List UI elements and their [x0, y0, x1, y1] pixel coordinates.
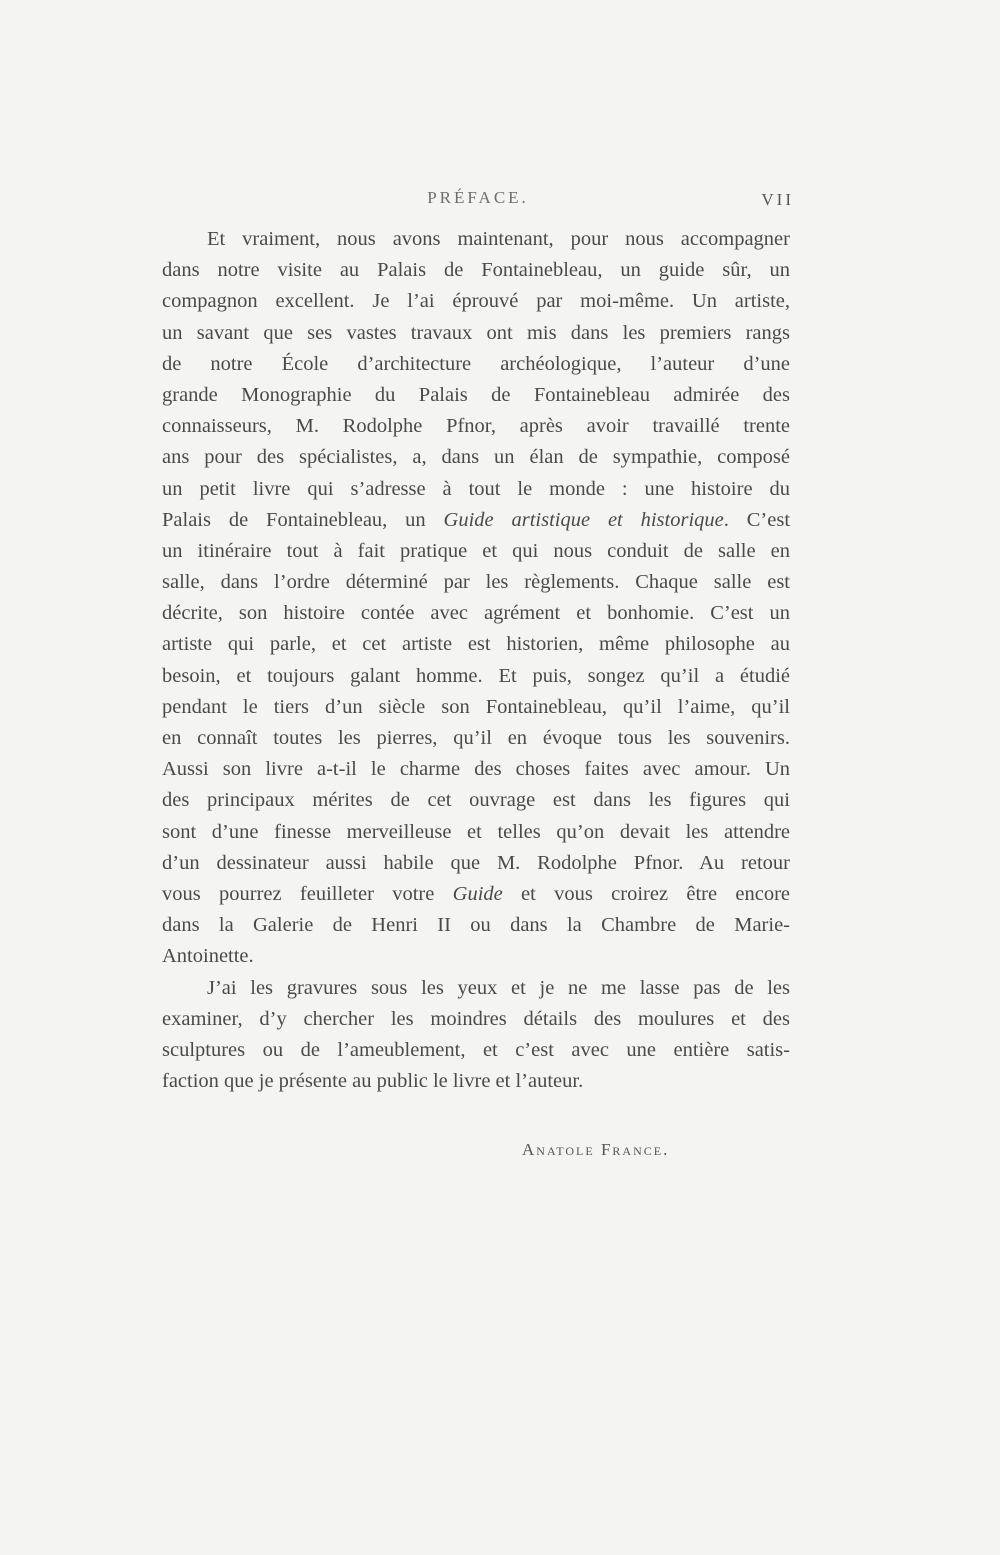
- text-line: un petit livre qui s’adresse à tout le monde : une histoire du: [162, 477, 790, 500]
- text-line: de notre École d’architecture archéologique, l’auteur d’une: [162, 352, 790, 375]
- text-line: faction que je présente au public le livre et l’auteur.: [162, 1070, 584, 1093]
- text-line: dans notre visite au Palais de Fontainebleau, un guide sûr, un: [162, 259, 790, 282]
- text-line: artiste qui parle, et cet artiste est historien, même philosophe au: [162, 633, 790, 656]
- text-line: salle, dans l’ordre déterminé par les règlements. Chaque salle est: [162, 571, 790, 594]
- text-run: Palais de Fontainebleau, un: [162, 508, 444, 531]
- text-line: un itinéraire tout à fait pratique et qui nous conduit de salle en: [162, 539, 790, 562]
- text-line: un savant que ses vastes travaux ont mis dans les premiers rangs: [162, 321, 790, 344]
- text-line: [162, 505, 790, 536]
- text-run: et vous croirez être encore: [502, 882, 791, 905]
- italic-title: Guide artistique et historique: [443, 508, 724, 531]
- signature: Anatole France.: [522, 1140, 670, 1159]
- text-run: vous pourrez feuilleter votre: [162, 882, 453, 905]
- text-line: dans la Galerie de Henri II ou dans la Chambre de Marie-: [162, 914, 790, 937]
- text-line: des principaux mérites de cet ouvrage est dans les figures qui: [162, 789, 790, 812]
- text-line: ans pour des spécialistes, a, dans un élan de sympathie, composé: [162, 446, 790, 469]
- paragraph: [162, 224, 790, 973]
- text-line: Aussi son livre a-t-il le charme des choses faites avec amour. Un: [162, 758, 790, 781]
- text-line: J’ai les gravures sous les yeux et je ne me lasse pas de les: [207, 976, 790, 999]
- text-line: besoin, et toujours galant homme. Et puis, songez qu’il a étudié: [162, 664, 790, 687]
- page-number: VII: [761, 190, 794, 209]
- running-head: [162, 188, 794, 218]
- italic-title: Guide: [452, 882, 503, 905]
- text-line: d’un dessinateur aussi habile que M. Rodolphe Pfnor. Au retour: [162, 851, 790, 874]
- text-line: compagnon excellent. Je l’ai éprouvé par moi-même. Un artiste,: [162, 290, 790, 313]
- text-line: pendant le tiers d’un siècle son Fontainebleau, qu’il l’aime, qu’il: [162, 695, 790, 718]
- text-line: sont d’une finesse merveilleuse et telles qu’on devait les attendre: [162, 820, 790, 843]
- text-line: en connaît toutes les pierres, qu’il en évoque tous les souvenirs.: [162, 727, 790, 749]
- text-line: connaisseurs, M. Rodolphe Pfnor, après avoir travaillé trente: [162, 415, 790, 438]
- text-line: sculptures ou de l’ameublement, et c’est avec une entière satis-: [162, 1038, 790, 1061]
- running-title: PRÉFACE.: [427, 188, 529, 207]
- text-line: Et vraiment, nous avons maintenant, pour nous accompagner: [207, 228, 790, 250]
- body-text: [162, 224, 790, 1097]
- text-line: examiner, d’y chercher les moindres détails des moulures et des: [162, 1007, 790, 1030]
- text-line: [162, 879, 790, 910]
- text-line: Antoinette.: [162, 945, 254, 968]
- text-line: décrite, son histoire contée avec agrément et bonhomie. C’est un: [162, 602, 790, 625]
- paragraph: [162, 973, 790, 1098]
- text-run: . C’est: [723, 508, 791, 531]
- text-line: grande Monographie du Palais de Fontainebleau admirée des: [162, 383, 790, 406]
